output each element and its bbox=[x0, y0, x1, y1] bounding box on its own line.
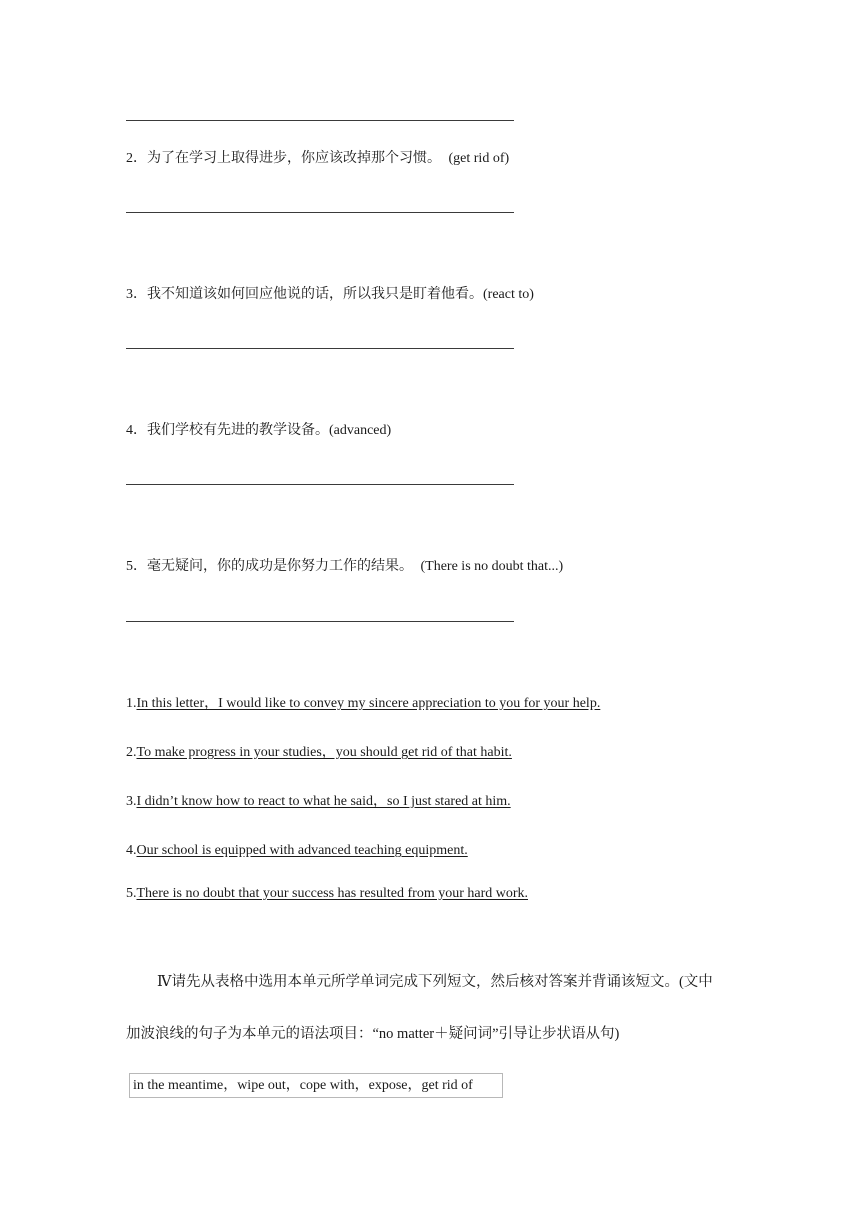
answer-1 bbox=[126, 695, 600, 713]
question-text: 我们学校有先进的教学设备。 bbox=[147, 423, 329, 438]
question-2 bbox=[126, 150, 509, 168]
question-5 bbox=[126, 558, 563, 576]
question-text: 为了在学习上取得进步，你应该改掉那个习惯。 bbox=[147, 151, 441, 166]
answer-number: 1. bbox=[126, 696, 137, 711]
answer-2 bbox=[126, 744, 512, 762]
answer-text: To make progress in your studies，you should get rid of that habit. bbox=[136, 745, 512, 760]
answer-number: 3. bbox=[126, 794, 137, 809]
answer-line-4 bbox=[126, 484, 514, 485]
answer-line-2 bbox=[126, 212, 514, 213]
question-hint: (react to) bbox=[483, 287, 534, 302]
question-number: 5． bbox=[126, 559, 147, 574]
answer-line-5 bbox=[126, 621, 514, 622]
question-number: 2． bbox=[126, 151, 147, 166]
answer-text: In this letter，I would like to convey my sincere appreciation to you for your help. bbox=[136, 696, 601, 711]
question-3 bbox=[126, 286, 534, 304]
question-hint: (advanced) bbox=[329, 423, 392, 438]
answer-5 bbox=[126, 885, 528, 903]
answer-number: 2. bbox=[126, 745, 137, 760]
section-instruction-line-2: 加波浪线的句子为本单元的语法项目：“no matter＋疑问词”引导让步状语从句) bbox=[126, 1026, 620, 1042]
answer-text: Our school is equipped with advanced teaching equipment. bbox=[136, 843, 468, 858]
question-hint: (get rid of) bbox=[445, 151, 510, 166]
answer-3 bbox=[126, 793, 511, 811]
word-bank-box: in the meantime，wipe out，cope with，expose，get rid of bbox=[129, 1073, 503, 1098]
section-instruction-line-1: Ⅳ请先从表格中选用本单元所学单词完成下列短文，然后核对答案并背诵该短文。(文中 bbox=[157, 974, 713, 990]
question-hint: (There is no doubt that...) bbox=[417, 559, 564, 574]
question-text: 毫无疑问，你的成功是你努力工作的结果。 bbox=[147, 559, 413, 574]
answer-4 bbox=[126, 842, 468, 860]
question-number: 4． bbox=[126, 423, 147, 438]
question-number: 3． bbox=[126, 287, 147, 302]
answer-line-1 bbox=[126, 120, 514, 121]
answer-line-3 bbox=[126, 348, 514, 349]
question-text: 我不知道该如何回应他说的话，所以我只是盯着他看。 bbox=[147, 287, 483, 302]
question-4 bbox=[126, 422, 391, 440]
answer-number: 4. bbox=[126, 843, 137, 858]
answer-text: There is no doubt that your success has resulted from your hard work. bbox=[136, 886, 529, 901]
answer-text: I didn’t know how to react to what he said，so I just stared at him. bbox=[136, 794, 511, 809]
answer-number: 5. bbox=[126, 886, 137, 901]
